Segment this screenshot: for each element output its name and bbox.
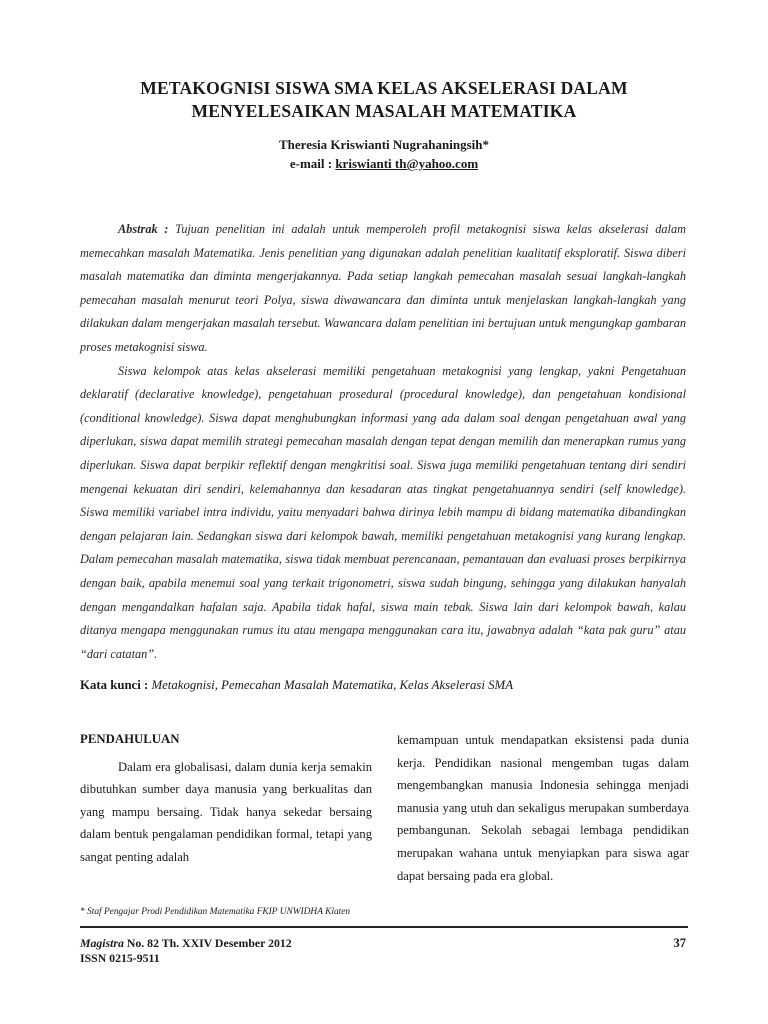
email-link[interactable]: kriswianti th@yahoo.com xyxy=(335,156,479,171)
footnote: * Staf Pengajar Prodi Pendidikan Matematika FKIP UNWIDHA Klaten xyxy=(80,907,351,917)
journal-name: Magistra xyxy=(80,936,124,950)
abstract xyxy=(80,218,686,666)
footer-issue-line xyxy=(80,936,480,951)
author-email-line xyxy=(80,154,688,173)
page-number: 37 xyxy=(673,936,686,950)
abstract-text-1: Tujuan penelitian ini adalah untuk memperoleh profil metakognisi siswa kelas akselerasi dalam memecahkan masalah Matematika. Jenis penelitian yang digunakan adalah penelitian kualitatif eksploratif. Siswa diberi masalah matematika dan diminta mengerjakannya. Pada setiap langkah pemecahan masalah sesuai langkah-langkah pemecahan masalah menurut teori Polya, siswa diwawancara dan diminta untuk menjelaskan langkah-langkah yang dilakukan dalam mengerjakan masalah tersebut. Wawancara dalam penelitian ini bertujuan untuk mengungkap gambaran proses metakognisi siswa. xyxy=(80,222,687,354)
author-name: Theresia Kriswianti Nugrahaningsih* xyxy=(279,137,489,152)
title-line-1: METAKOGNISI SISWA SMA KELAS AKSELERASI DALAM xyxy=(140,78,628,98)
abstract-paragraph-1 xyxy=(80,218,686,360)
abstract-label: Abstrak : xyxy=(118,222,169,236)
keywords xyxy=(80,676,686,694)
author-block xyxy=(80,135,688,173)
intro-paragraph-left: Dalam era globalisasi, dalam dunia kerja semakin dibutuhkan sumber daya manusia yang berkualitas dan yang mampu bersaing. Tidak hanya sekedar bersaing dalam bentuk pengalaman pendidikan formal, tetapi yang sangat penting adalah xyxy=(80,759,372,864)
title-line-2: MENYELESAIKAN MASALAH MATEMATIKA xyxy=(191,101,577,121)
journal-issue: No. 82 Th. XXIV Desember 2012 xyxy=(123,936,292,950)
journal-issn: ISSN 0215-9511 xyxy=(80,951,160,965)
paper-title xyxy=(80,77,688,123)
section-heading: PENDAHULUAN xyxy=(80,732,180,746)
abstract-paragraph-2: Siswa kelompok atas kelas akselerasi memiliki pengetahuan metakognisi yang lengkap, yakni Pengetahuan deklaratif (declarative knowledge), pengetahuan prosedural (procedural knowledge), dan pengetahuan kondisional (conditional knowledge). Siswa dapat menghubungkan informasi yang ada dalam soal dengan pengetahuan awal yang diperlukan, siswa dapat memilih strategi pemecahan masalah dengan tepat dengan memilih dan menerapkan rumus yang diperlukan. Siswa dapat berpikir reflektif dengan mengkritisi soal. Siswa juga memiliki pengetahuan tentang diri sendiri mengenai kekuatan diri sendiri, kelemahannya dan kesadaran atas tingkat pengetahuannya sendiri (self knowledge). Siswa memiliki variabel intra individu, yaitu menyadari bahwa dirinya lebih mampu di bidang matematika dibandingkan dengan pelajaran lain. Sedangkan siswa dari kelompok bawah, memiliki pengetahuan metakognisi yang kurang lengkap. Dalam pemecahan masalah matematika, siswa tidak membuat perencanaan, pemantauan dan evaluasi proses berpikirnya dengan baik, apabila menemui soal yang terkait trigonometri, siswa sudah bingung, sehingga yang dilakukan hanyalah dengan mengandalkan hafalan saja. Apabila tidak hafal, siswa main tebak. Siswa lain dari kelompok bawah, kalau ditanya mengapa menggunakan rumus itu atau mengapa menggunakan cara itu, jawabnya adalah “kata pak guru” atau “dari catatan”. xyxy=(80,363,686,661)
footer-citation xyxy=(80,936,480,966)
intro-paragraph-right: kemampuan untuk mendapatkan eksistensi pada dunia kerja. Pendidikan nasional mengemban tugas dalam mengembangkan manusia Indonesia sehingga menjadi manusia yang utuh dan sekaligus merupakan sumberdaya pembangunan. Sekolah sebagai lembaga pendidikan merupakan wahana untuk menyiapkan para siswa agar dapat bersaing pada era global. xyxy=(397,733,689,883)
keywords-text: Metakognisi, Pemecahan Masalah Matematika, Kelas Akselerasi SMA xyxy=(148,678,514,692)
keywords-label: Kata kunci : xyxy=(80,678,149,692)
right-column xyxy=(397,729,689,887)
footer-divider xyxy=(80,926,688,928)
email-label: e-mail : xyxy=(289,156,336,171)
left-column xyxy=(80,728,372,869)
